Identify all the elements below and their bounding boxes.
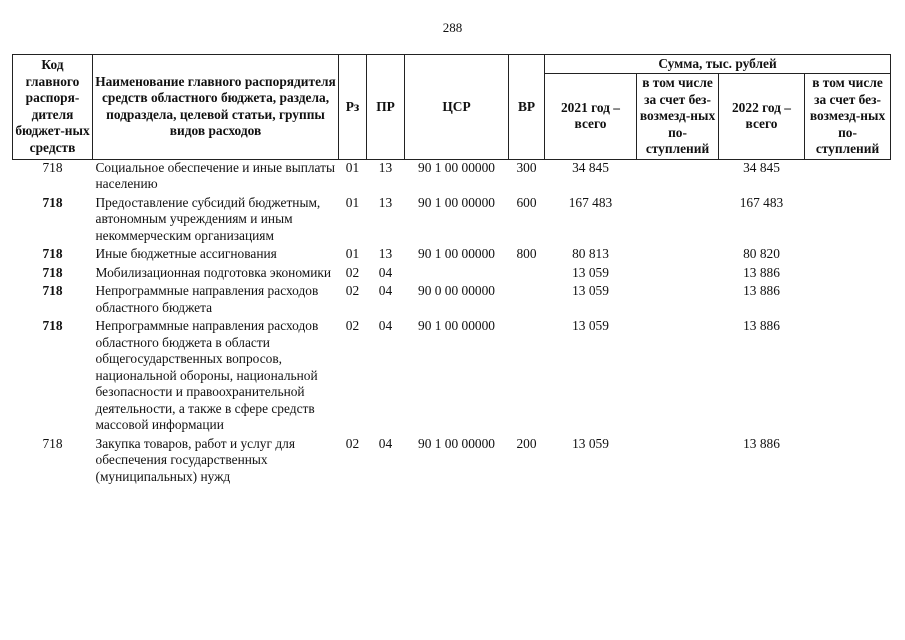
header-name: Наименование главного распорядителя средств областного бюджета, раздела, подраздела, целевой статьи, группы видов расходов bbox=[93, 55, 339, 160]
cell-2022-free bbox=[805, 283, 891, 318]
cell-vr: 800 bbox=[516, 246, 537, 261]
cell-pr: 13 bbox=[378, 246, 393, 261]
cell-name: Непрограммные направления расходов областного бюджета в области общегосударственных вопросов, национальной обороны, национальной безопасности и правоохранительной деятельности, а также в сфере средств массовой информации bbox=[95, 318, 319, 432]
cell-2022-free bbox=[805, 265, 891, 284]
table-row bbox=[13, 318, 891, 436]
cell-pr: 13 bbox=[378, 159, 393, 175]
cell-vr: 600 bbox=[516, 194, 537, 210]
cell-vr: 300 bbox=[516, 159, 537, 175]
cell-pr: 04 bbox=[378, 435, 393, 451]
cell-rz: 01 bbox=[345, 194, 360, 210]
table-row bbox=[13, 195, 891, 247]
header-vr: ВР bbox=[509, 55, 545, 160]
header-rz: Рз bbox=[339, 55, 367, 160]
cell-2022-total: 80 820 bbox=[743, 246, 780, 261]
cell-rz: 02 bbox=[345, 435, 360, 451]
table-body bbox=[13, 159, 891, 487]
cell-2021-total: 34 845 bbox=[572, 159, 609, 175]
header-2022-total: 2022 год – всего bbox=[719, 74, 805, 160]
table-row bbox=[13, 159, 891, 195]
cell-2021-free bbox=[637, 159, 719, 195]
cell-code: 718 bbox=[42, 435, 63, 451]
cell-rz: 02 bbox=[345, 283, 360, 298]
cell-2022-total: 34 845 bbox=[743, 159, 780, 175]
cell-pr: 04 bbox=[378, 283, 393, 298]
header-2021-total: 2021 год – всего bbox=[545, 74, 637, 160]
cell-2022-total: 13 886 bbox=[743, 318, 780, 333]
header-2022-free: в том числе за счет без-возмезд-ных по-ступлений bbox=[805, 74, 891, 160]
table-row bbox=[13, 265, 891, 284]
cell-name: Непрограммные направления расходов областного бюджета bbox=[95, 283, 319, 315]
cell-rz: 01 bbox=[345, 246, 360, 261]
cell-vr bbox=[509, 283, 545, 318]
cell-2021-total: 13 059 bbox=[572, 264, 609, 280]
cell-2022-free bbox=[805, 436, 891, 488]
cell-code: 718 bbox=[42, 318, 63, 333]
cell-csr: 90 1 00 00000 bbox=[418, 318, 495, 333]
header-2021-free: в том числе за счет без-возмезд-ных по-ступлений bbox=[637, 74, 719, 160]
cell-pr: 04 bbox=[378, 318, 393, 333]
cell-2021-free bbox=[637, 436, 719, 488]
cell-2021-free bbox=[637, 195, 719, 247]
cell-rz: 02 bbox=[345, 264, 360, 280]
cell-2022-total: 13 886 bbox=[743, 283, 780, 298]
cell-2021-free bbox=[637, 283, 719, 318]
cell-vr bbox=[509, 265, 545, 284]
cell-name: Предоставление субсидий бюджетным, автономным учреждениям и иным некоммерческим организациям bbox=[95, 194, 321, 243]
cell-2021-total: 167 483 bbox=[568, 194, 613, 210]
table-row bbox=[13, 246, 891, 265]
cell-csr: 90 1 00 00000 bbox=[418, 194, 495, 210]
cell-csr: 90 1 00 00000 bbox=[418, 159, 495, 175]
cell-csr bbox=[405, 265, 509, 284]
cell-vr: 200 bbox=[516, 435, 537, 451]
cell-2021-total: 13 059 bbox=[572, 318, 609, 333]
cell-code: 718 bbox=[42, 264, 63, 280]
header-row-top bbox=[13, 55, 891, 74]
header-csr: ЦСР bbox=[405, 55, 509, 160]
cell-csr: 90 1 00 00000 bbox=[418, 435, 495, 451]
cell-2022-free bbox=[805, 195, 891, 247]
cell-csr: 90 1 00 00000 bbox=[418, 246, 495, 261]
cell-2021-total: 80 813 bbox=[572, 246, 609, 261]
cell-pr: 13 bbox=[378, 194, 393, 210]
cell-2021-free bbox=[637, 246, 719, 265]
cell-2021-free bbox=[637, 318, 719, 436]
budget-table bbox=[12, 54, 891, 487]
cell-name: Социальное обеспечение и иные выплаты населению bbox=[95, 159, 336, 191]
cell-name: Мобилизационная подготовка экономики bbox=[95, 264, 332, 280]
cell-pr: 04 bbox=[378, 264, 393, 280]
cell-code: 718 bbox=[42, 159, 63, 175]
cell-vr bbox=[509, 318, 545, 436]
cell-2021-total: 13 059 bbox=[572, 283, 609, 298]
cell-code: 718 bbox=[42, 283, 63, 298]
cell-2022-total: 13 886 bbox=[743, 264, 780, 280]
cell-name: Иные бюджетные ассигнования bbox=[95, 246, 277, 261]
cell-2022-free bbox=[805, 246, 891, 265]
table-row bbox=[13, 283, 891, 318]
cell-code: 718 bbox=[42, 246, 63, 261]
page-number: 288 bbox=[442, 20, 463, 35]
cell-2022-free bbox=[805, 318, 891, 436]
cell-2022-total: 167 483 bbox=[739, 194, 784, 210]
cell-csr: 90 0 00 00000 bbox=[418, 283, 495, 298]
header-sum-group: Сумма, тыс. рублей bbox=[545, 55, 891, 74]
cell-name: Закупка товаров, работ и услуг для обеспечения государственных (муниципальных) нужд bbox=[95, 435, 295, 484]
cell-code: 718 bbox=[42, 194, 63, 210]
cell-2021-free bbox=[637, 265, 719, 284]
header-code: Код главного распоря-дителя бюджет-ных средств bbox=[13, 55, 93, 160]
cell-rz: 01 bbox=[345, 159, 360, 175]
table-row bbox=[13, 436, 891, 488]
cell-2021-total: 13 059 bbox=[572, 435, 609, 451]
cell-2022-total: 13 886 bbox=[743, 435, 780, 451]
cell-rz: 02 bbox=[345, 318, 360, 333]
cell-2022-free bbox=[805, 159, 891, 195]
header-pr: ПР bbox=[367, 55, 405, 160]
